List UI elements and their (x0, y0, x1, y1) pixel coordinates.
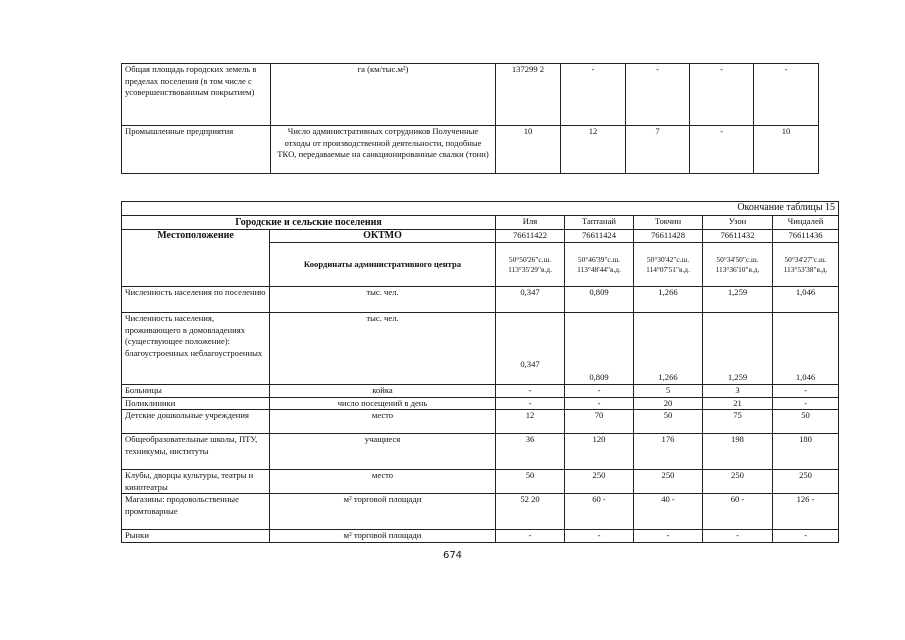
row-unit: койка (270, 385, 496, 398)
cell-value: 0,347 (496, 313, 565, 385)
table-caption: Окончание таблицы 15 (122, 202, 839, 216)
table-row (122, 410, 839, 434)
cell-value: - (634, 530, 703, 543)
row-unit: место (270, 470, 496, 494)
cell-value: 1,259 (703, 287, 773, 313)
cell-value: 50 (634, 410, 703, 434)
cell-value: 0,347 (496, 287, 565, 313)
cell-value: 137299 2 (496, 64, 561, 126)
row-name: Магазины: продовольственные промтоварные (122, 494, 270, 530)
row-unit: м² торговой площади (270, 494, 496, 530)
cell-value: 250 (634, 470, 703, 494)
row-name: Рынки (122, 530, 270, 543)
table-row (122, 530, 839, 543)
row-name: Численность населения, проживающего в домовладениях (существующее положение): благоустроенных неблагоустроенных (122, 313, 270, 385)
cell-value: 36 (496, 434, 565, 470)
header-row-oktmo (122, 230, 839, 243)
coords-value: 50°46'39"с.ш. 113°48'44"в.д. (565, 243, 634, 287)
cell-value: - (496, 397, 565, 410)
cell-value: 198 (703, 434, 773, 470)
row-name: Поликлиники (122, 397, 270, 410)
settlement-name: Чиндалей (773, 216, 839, 230)
cell-value: - (496, 385, 565, 398)
cell-value: - (626, 64, 690, 126)
top-table (121, 63, 819, 174)
cell-value: 75 (703, 410, 773, 434)
row-name: Больницы (122, 385, 270, 398)
cell-value: 20 (634, 397, 703, 410)
cell-value: 120 (565, 434, 634, 470)
cell-value: 7 (626, 126, 690, 174)
cell-value: - (565, 397, 634, 410)
table-row (122, 434, 839, 470)
row-unit: Число административных сотрудников Полученные отходы от производственной деятельности, подобные ТКО, передаваемые на санкционированные свалки (тонн) (271, 126, 496, 174)
cell-value: 1,266 (634, 313, 703, 385)
row-unit: тыс. чел. (270, 313, 496, 385)
cell-value: 1,266 (634, 287, 703, 313)
cell-value: 5 (634, 385, 703, 398)
row-name: Численность населения по поселению (122, 287, 270, 313)
row-name: Клубы, дворцы культуры, театры и кинотеатры (122, 470, 270, 494)
cell-value: 0,809 (565, 313, 634, 385)
coords-value: 50°34'27"с.ш. 113°53'38"в.д. (773, 243, 839, 287)
table-row (122, 397, 839, 410)
cell-value: 126 - (773, 494, 839, 530)
table-row (122, 470, 839, 494)
table-row (122, 64, 819, 126)
oktmo-code: 76611428 (634, 230, 703, 243)
row-name: Промышленные предприятия (122, 126, 271, 174)
row-unit: место (270, 410, 496, 434)
cell-value: 12 (561, 126, 626, 174)
cell-value: - (773, 385, 839, 398)
cell-value: - (565, 385, 634, 398)
table-row (122, 494, 839, 530)
table-row (122, 287, 839, 313)
cell-value: - (773, 530, 839, 543)
page-number: 674 (442, 550, 463, 561)
row-unit: га (км/тыс.м²) (271, 64, 496, 126)
row-unit: учащиеся (270, 434, 496, 470)
cell-value: - (496, 530, 565, 543)
cell-value: 1,046 (773, 287, 839, 313)
cell-value: 40 - (634, 494, 703, 530)
cell-value: - (690, 126, 754, 174)
cell-value: 60 - (565, 494, 634, 530)
oktmo-code: 76611432 (703, 230, 773, 243)
row-name: Детские дошкольные учреждения (122, 410, 270, 434)
cell-value: 1,046 (773, 313, 839, 385)
oktmo-code: 76611424 (565, 230, 634, 243)
cell-value: - (754, 64, 819, 126)
row-unit: число посещений в день (270, 397, 496, 410)
cell-value: 3 (703, 385, 773, 398)
oktmo-code: 76611422 (496, 230, 565, 243)
coords-value: 50°50'26"с.ш. 113°35'29"в.д. (496, 243, 565, 287)
cell-value: - (565, 530, 634, 543)
row-name: Общая площадь городских земель в пределах поселения (в том числе с усовершенствованным покрытием) (122, 64, 271, 126)
settlement-name: Таптанай (565, 216, 634, 230)
location-header: Местоположение (122, 230, 270, 287)
cell-value: 50 (773, 410, 839, 434)
cell-value: 250 (773, 470, 839, 494)
cell-value: 21 (703, 397, 773, 410)
cell-value: 180 (773, 434, 839, 470)
cell-value: 60 - (703, 494, 773, 530)
table-row (122, 126, 819, 174)
cell-value: 10 (496, 126, 561, 174)
cell-value: 0,809 (565, 287, 634, 313)
coords-header: Координаты административного центра (270, 243, 496, 287)
cell-value: 176 (634, 434, 703, 470)
settlements-header: Городские и сельские поселения (122, 216, 496, 230)
settlement-name: Токчин (634, 216, 703, 230)
header-row-names (122, 216, 839, 230)
cell-value: 12 (496, 410, 565, 434)
cell-value: - (690, 64, 754, 126)
coords-value: 50°34'50"с.ш. 113°36'10"в.д. (703, 243, 773, 287)
cell-value: - (773, 397, 839, 410)
cell-value: - (703, 530, 773, 543)
main-table (121, 201, 839, 543)
cell-value: 10 (754, 126, 819, 174)
cell-value: 70 (565, 410, 634, 434)
row-unit: тыс. чел. (270, 287, 496, 313)
caption-row (122, 202, 839, 216)
cell-value: 250 (703, 470, 773, 494)
row-unit: м² торговой площади (270, 530, 496, 543)
settlement-name: Иля (496, 216, 565, 230)
row-name: Общеобразовательные школы, ПТУ, техникумы, институты (122, 434, 270, 470)
table-row (122, 385, 839, 398)
cell-value: 1,259 (703, 313, 773, 385)
settlement-name: Узон (703, 216, 773, 230)
table-row (122, 313, 839, 385)
cell-value: 52 20 (496, 494, 565, 530)
oktmo-code: 76611436 (773, 230, 839, 243)
cell-value: - (561, 64, 626, 126)
cell-value: 250 (565, 470, 634, 494)
cell-value: 50 (496, 470, 565, 494)
coords-value: 50°30'42"с.ш. 114°07'51"в.д. (634, 243, 703, 287)
oktmo-header: ОКТМО (270, 230, 496, 243)
